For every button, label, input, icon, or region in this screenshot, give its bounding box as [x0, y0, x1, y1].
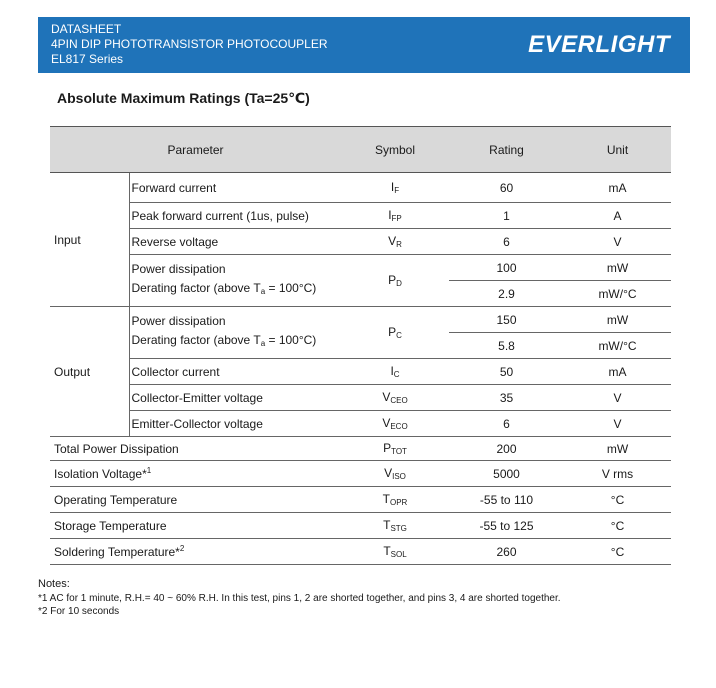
rating-peak-forward-current: 1 — [449, 203, 564, 229]
column-header-rating: Rating — [449, 127, 564, 173]
table-row — [50, 307, 671, 333]
table-row — [50, 411, 671, 437]
table-row — [50, 359, 671, 385]
symbol-isolation-voltage: $V_{ISO}$ — [341, 461, 449, 487]
unit-forward-current: mA — [564, 173, 671, 203]
rating-output-derating: 5.8 — [449, 333, 564, 359]
rating-input-power-dissipation: 100 — [449, 255, 564, 281]
derating-factor-input: Derating factor (above $T_a = 100^\circ C$) — [131, 281, 317, 296]
notes — [38, 578, 561, 617]
unit-soldering-temperature: °C — [564, 539, 671, 565]
group-label-input: Input — [50, 173, 129, 307]
unit-output-derating: mW/°C — [564, 333, 671, 359]
header-doc-type: DATASHEET — [51, 22, 122, 36]
table-row — [50, 461, 671, 487]
param-forward-current: Forward current — [129, 173, 341, 203]
column-header-parameter: Parameter — [50, 127, 341, 173]
table-header-row — [50, 127, 671, 173]
symbol-input-power-dissipation: $P_D$ — [341, 255, 449, 307]
param-collector-emitter-voltage: Collector-Emitter voltage — [129, 385, 341, 411]
rating-storage-temperature: -55 to 125 — [449, 513, 564, 539]
rating-total-power-dissipation: 200 — [449, 437, 564, 461]
param-soldering-temperature: Soldering Temperature*$^2$ — [50, 539, 341, 565]
unit-total-power-dissipation: mW — [564, 437, 671, 461]
unit-peak-forward-current: A — [564, 203, 671, 229]
column-header-symbol: Symbol — [341, 127, 449, 173]
section-title: Absolute Maximum Ratings (Ta=25℃) — [57, 90, 310, 106]
param-isolation-voltage: Isolation Voltage*$^1$ — [50, 461, 341, 487]
rating-soldering-temperature: 260 — [449, 539, 564, 565]
table-row — [50, 385, 671, 411]
unit-output-power-dissipation: mW — [564, 307, 671, 333]
unit-collector-emitter-voltage: V — [564, 385, 671, 411]
rating-input-derating: 2.9 — [449, 281, 564, 307]
param-operating-temperature: Operating Temperature — [50, 487, 341, 513]
symbol-output-power-dissipation: $P_C$ — [341, 307, 449, 359]
param-output-power-dissipation: Power dissipation Derating factor (above $T_a = 100^\circ C$) — [129, 307, 341, 359]
rating-collector-current: 50 — [449, 359, 564, 385]
param-storage-temperature: Storage Temperature — [50, 513, 341, 539]
rating-collector-emitter-voltage: 35 — [449, 385, 564, 411]
table-row — [50, 539, 671, 565]
table-row — [50, 203, 671, 229]
symbol-peak-forward-current: $I_{FP}$ — [341, 203, 449, 229]
symbol-reverse-voltage: $V_R$ — [341, 229, 449, 255]
unit-isolation-voltage: V rms — [564, 461, 671, 487]
table-row — [50, 255, 671, 281]
table-row — [50, 513, 671, 539]
header-banner — [38, 17, 690, 73]
unit-collector-current: mA — [564, 359, 671, 385]
param-collector-current: Collector current — [129, 359, 341, 385]
unit-storage-temperature: °C — [564, 513, 671, 539]
table-row — [50, 173, 671, 203]
rating-emitter-collector-voltage: 6 — [449, 411, 564, 437]
notes-title: Notes: — [38, 578, 70, 590]
symbol-operating-temperature: $T_{OPR}$ — [341, 487, 449, 513]
param-peak-forward-current: Peak forward current (1us, pulse) — [129, 203, 341, 229]
derating-factor-output: Derating factor (above $T_a = 100^\circ C$) — [131, 333, 317, 348]
symbol-storage-temperature: $T_{STG}$ — [341, 513, 449, 539]
param-emitter-collector-voltage: Emitter-Collector voltage — [129, 411, 341, 437]
unit-reverse-voltage: V — [564, 229, 671, 255]
unit-emitter-collector-voltage: V — [564, 411, 671, 437]
column-header-unit: Unit — [564, 127, 671, 173]
table-row — [50, 437, 671, 461]
symbol-collector-current: $I_C$ — [341, 359, 449, 385]
param-reverse-voltage: Reverse voltage — [129, 229, 341, 255]
symbol-emitter-collector-voltage: $V_{ECO}$ — [341, 411, 449, 437]
symbol-total-power-dissipation: $P_{TOT}$ — [341, 437, 449, 461]
rating-reverse-voltage: 6 — [449, 229, 564, 255]
header-product: 4PIN DIP PHOTOTRANSISTOR PHOTOCOUPLER — [51, 37, 328, 51]
unit-operating-temperature: °C — [564, 487, 671, 513]
table-row — [50, 487, 671, 513]
table-row — [50, 229, 671, 255]
param-total-power-dissipation: Total Power Dissipation — [50, 437, 341, 461]
param-input-power-dissipation: Power dissipation Derating factor (above $T_a = 100^\circ C$) — [129, 255, 341, 307]
unit-input-power-dissipation: mW — [564, 255, 671, 281]
note-1: *1 AC for 1 minute, R.H.= 40 ~ 60% R.H. In this test, pins 1, 2 are shorted together, and pins 3, 4 are shorted together. — [38, 593, 561, 604]
rating-operating-temperature: -55 to 110 — [449, 487, 564, 513]
rating-output-power-dissipation: 150 — [449, 307, 564, 333]
symbol-soldering-temperature: $T_{SOL}$ — [341, 539, 449, 565]
note-2: *2 For 10 seconds — [38, 606, 120, 617]
ratings-table — [50, 126, 671, 565]
symbol-collector-emitter-voltage: $V_{CEO}$ — [341, 385, 449, 411]
header-text — [51, 22, 328, 67]
group-label-output: Output — [50, 307, 129, 437]
symbol-forward-current: $I_F$ — [341, 173, 449, 203]
rating-forward-current: 60 — [449, 173, 564, 203]
header-series: EL817 Series — [51, 52, 124, 66]
unit-input-derating: mW/°C — [564, 281, 671, 307]
brand-logo: EVERLIGHT — [528, 31, 670, 58]
rating-isolation-voltage: 5000 — [449, 461, 564, 487]
